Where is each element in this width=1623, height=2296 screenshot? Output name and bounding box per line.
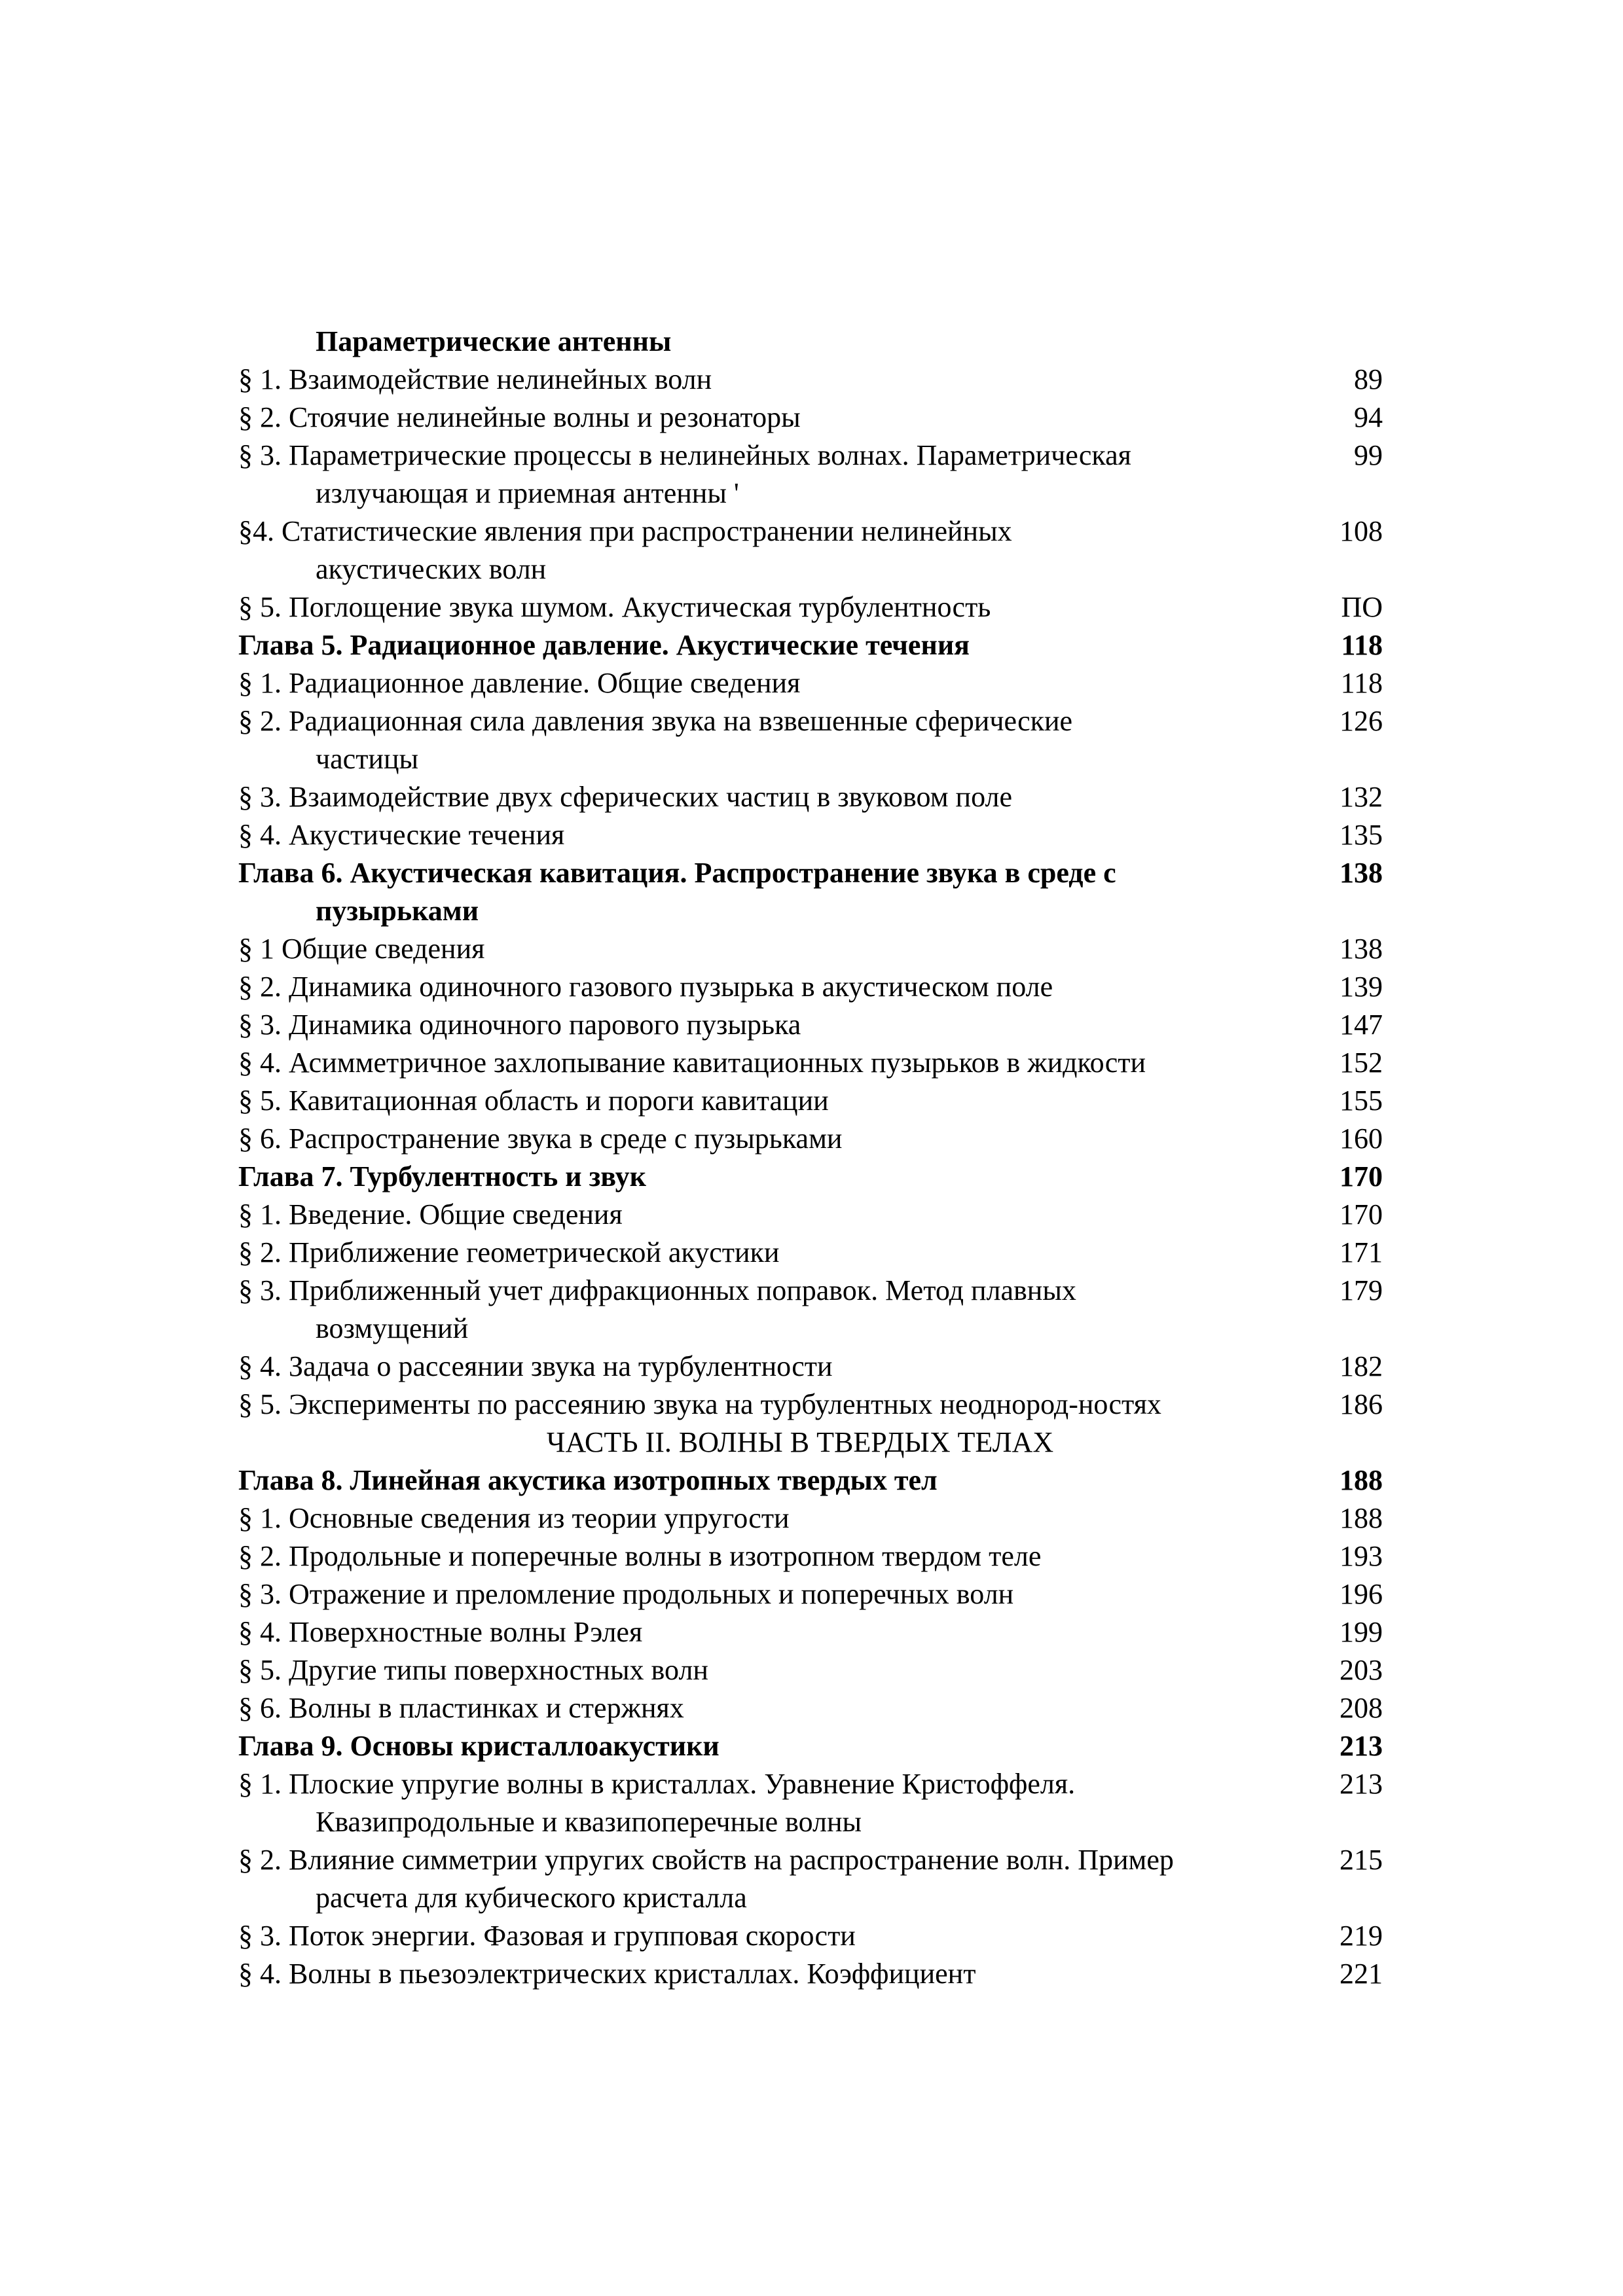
toc-entry-title-continuation: Квазипродольные и квазипоперечные волны [316,1806,862,1838]
toc-entry-title [238,1575,1270,1613]
toc-page-number: 171 [1340,1236,1383,1268]
toc-entry-title [238,1234,1270,1272]
toc-entry-title [238,1537,1270,1575]
toc-page-number: 118 [1341,629,1383,661]
toc-page-number: 126 [1340,705,1383,737]
toc-entry [238,1196,1388,1234]
toc-entry-title [238,1158,1270,1196]
toc-page-number: 221 [1340,1958,1383,1990]
toc-page-number: 138 [1340,857,1383,889]
toc-entry-title-line: § 2. Приближение геометрической акустики [238,1236,780,1268]
toc-entry [238,399,1388,437]
toc-entry-title-line: § 6. Волны в пластинках и стержнях [238,1692,684,1724]
toc-entry-title-line: § 4. Акустические течения [238,819,565,851]
toc-page-number: 188 [1340,1502,1383,1534]
toc-list-part-2 [238,1462,1388,1993]
toc-entry-title-line: Глава 9. Основы кристаллоакустики [238,1730,720,1762]
toc-entry-title-line: § 5. Другие типы поверхностных волн [238,1654,708,1686]
toc-page-number: 132 [1340,781,1383,813]
toc-entry-title-line: § 2. Стоячие нелинейные волны и резонаторы [238,401,801,433]
toc-page-number: 170 [1340,1160,1383,1193]
toc-entry-title-line: § 3. Динамика одиночного парового пузырька [238,1009,801,1041]
toc-entry [238,1082,1388,1120]
toc-entry-title-line: § 1. Радиационное давление. Общие сведения [238,667,801,699]
toc-entry-title-continuation: частицы [316,743,419,775]
toc-chapter-entry [238,626,1388,664]
toc-entry-title-continuation: акустических волн [316,553,547,585]
toc-page-number: 108 [1340,515,1383,547]
toc-page-number: 213 [1340,1768,1383,1800]
toc-page-number: 208 [1340,1692,1383,1724]
toc-chapter-entry [238,1462,1388,1499]
toc-entry-title-line: § 1 Общие сведения [238,933,485,965]
toc-entry-title-line: § 2. Продольные и поперечные волны в изотропном твердом теле [238,1540,1042,1572]
table-of-contents [238,323,1388,1993]
toc-chapter-entry [238,1158,1388,1196]
toc-page-number: 147 [1340,1009,1383,1041]
toc-entry-title-line: § 1. Введение. Общие сведения [238,1198,623,1230]
toc-page-number: 155 [1340,1085,1383,1117]
toc-entry [238,1651,1388,1689]
toc-entry [238,968,1388,1006]
toc-page-number: 188 [1340,1464,1383,1496]
toc-chapter-entry [238,1727,1388,1765]
section-heading: Параметрические антенны [316,325,672,357]
toc-entry-title [238,1120,1270,1158]
toc-entry-title [238,930,1270,968]
toc-entry-title [238,512,1270,588]
toc-page-number: 170 [1340,1198,1383,1230]
toc-entry-title [238,1082,1270,1120]
toc-entry [238,1955,1388,1993]
toc-entry-title-continuation: расчета для кубического кристалла [316,1882,747,1914]
toc-entry-title-continuation: излучающая и приемная антенны ' [316,477,739,509]
toc-page-number: 196 [1340,1578,1383,1610]
toc-page-number: 138 [1340,933,1383,965]
toc-entry-title [238,1651,1270,1689]
toc-entry-title [238,361,1270,399]
toc-entry [238,816,1388,854]
toc-entry-title-line: Глава 7. Турбулентность и звук [238,1160,646,1193]
toc-page-number: 219 [1340,1920,1383,1952]
toc-entry [238,1575,1388,1613]
toc-entry [238,778,1388,816]
toc-entry-title-line: § 5. Эксперименты по рассеянию звука на турбулентных неоднород-ностях [238,1388,1161,1420]
toc-entry [238,437,1388,512]
toc-entry-title [238,1044,1270,1082]
toc-page-number: 139 [1340,971,1383,1003]
toc-entry [238,1841,1388,1917]
toc-entry [238,512,1388,588]
toc-entry-title-continuation: возмущений [316,1312,469,1344]
toc-entry [238,664,1388,702]
toc-entry-title-line: § 6. Распространение звука в среде с пузырьками [238,1122,843,1155]
toc-entry-title-line: § 3. Взаимодействие двух сферических частиц в звуковом поле [238,781,1012,813]
toc-entry-title [238,1272,1270,1348]
toc-entry [238,1272,1388,1348]
toc-page-number: 179 [1340,1274,1383,1306]
toc-page-number: 186 [1340,1388,1383,1420]
toc-entry-title-line: § 2. Влияние симметрии упругих свойств на распространение волн. Пример [238,1844,1174,1876]
toc-entry [238,1120,1388,1158]
toc-entry-title-line: § 4. Асимметричное захлопывание кавитационных пузырьков в жидкости [238,1047,1146,1079]
toc-page-number: 135 [1340,819,1383,851]
toc-entry-title [238,1841,1270,1917]
toc-entry-title [238,664,1270,702]
toc-entry-title-line: § 2. Радиационная сила давления звука на взвешенные сферические [238,705,1073,737]
toc-entry-title-line: § 1. Основные сведения из теории упругости [238,1502,790,1534]
toc-entry-title [238,968,1270,1006]
toc-page-number: 160 [1340,1122,1383,1155]
toc-page-number: 213 [1340,1730,1383,1762]
toc-entry-title-continuation: пузырьками [316,895,479,927]
toc-entry-title [238,1917,1270,1955]
toc-entry-title-line: Глава 6. Акустическая кавитация. Распространение звука в среде с [238,857,1116,889]
toc-entry-title [238,1348,1270,1386]
toc-entry-title-line: §4. Статистические явления при распространении нелинейных [238,515,1012,547]
toc-entry [238,1348,1388,1386]
toc-page-number: 118 [1340,667,1383,699]
toc-entry-title-line: § 4. Задача о рассеянии звука на турбулентности [238,1350,833,1382]
toc-entry-title-line: § 5. Кавитационная область и пороги кавитации [238,1085,829,1117]
toc-page-number: 203 [1340,1654,1383,1686]
toc-page-number: 152 [1340,1047,1383,1079]
toc-page-number: ПО [1341,591,1383,623]
toc-entry-title [238,1955,1270,1993]
toc-entry [238,361,1388,399]
toc-entry-title [238,437,1270,512]
toc-entry-title [238,1499,1270,1537]
toc-entry-title [238,1613,1270,1651]
toc-entry-title [238,702,1270,778]
toc-entry [238,1386,1388,1424]
toc-entry-title [238,1196,1270,1234]
toc-entry-title [238,854,1270,930]
toc-entry [238,1613,1388,1651]
toc-entry-title [238,1689,1270,1727]
toc-entry [238,930,1388,968]
toc-page-number: 199 [1340,1616,1383,1648]
toc-entry [238,1006,1388,1044]
toc-entry [238,1044,1388,1082]
toc-page-number: 89 [1354,363,1383,395]
toc-entry-title-line: § 3. Параметрические процессы в нелинейных волнах. Параметрическая [238,439,1131,471]
toc-entry-title-line: § 2. Динамика одиночного газового пузырька в акустическом поле [238,971,1053,1003]
toc-entry-title-line: Глава 8. Линейная акустика изотропных твердых тел [238,1464,938,1496]
toc-entry-title-line: Глава 5. Радиационное давление. Акустические течения [238,629,970,661]
toc-entry [238,588,1388,626]
toc-entry-title-line: § 1. Взаимодействие нелинейных волн [238,363,712,395]
toc-page-number: 99 [1354,439,1383,471]
toc-entry [238,1689,1388,1727]
toc-entry-title [238,588,1270,626]
toc-entry [238,1234,1388,1272]
part-heading: ЧАСТЬ II. ВОЛНЫ В ТВЕРДЫХ ТЕЛАХ [546,1426,1054,1458]
toc-entry-title [238,816,1270,854]
toc-entry-title [238,778,1270,816]
toc-entry-title-line: § 3. Приближенный учет дифракционных поправок. Метод плавных [238,1274,1076,1306]
toc-entry [238,1537,1388,1575]
toc-entry [238,1499,1388,1537]
toc-entry-title-line: § 1. Плоские упругие волны в кристаллах. Уравнение Кристоффеля. [238,1768,1076,1800]
toc-entry-title [238,1765,1270,1841]
toc-entry [238,1765,1388,1841]
toc-entry-title-line: § 5. Поглощение звука шумом. Акустическая турбулентность [238,591,991,623]
toc-entry-title [238,399,1270,437]
toc-entry-title [238,1386,1270,1424]
toc-entry-title-line: § 3. Отражение и преломление продольных и поперечных волн [238,1578,1014,1610]
toc-entry-title-line: § 3. Поток энергии. Фазовая и групповая скорости [238,1920,856,1952]
toc-entry-title-line: § 4. Поверхностные волны Рэлея [238,1616,643,1648]
toc-page-number: 182 [1340,1350,1383,1382]
toc-entry-title [238,1727,1270,1765]
toc-entry-title [238,1462,1270,1499]
toc-page-number: 94 [1354,401,1383,433]
toc-entry-title [238,1006,1270,1044]
toc-page-number: 215 [1340,1844,1383,1876]
toc-entry-title-line: § 4. Волны в пьезоэлектрических кристаллах. Коэффициент [238,1958,976,1990]
toc-page-number: 193 [1340,1540,1383,1572]
toc-entry [238,702,1388,778]
toc-entry-title [238,626,1270,664]
toc-entry [238,1917,1388,1955]
toc-list-part-1 [238,361,1388,1424]
toc-chapter-entry [238,854,1388,930]
